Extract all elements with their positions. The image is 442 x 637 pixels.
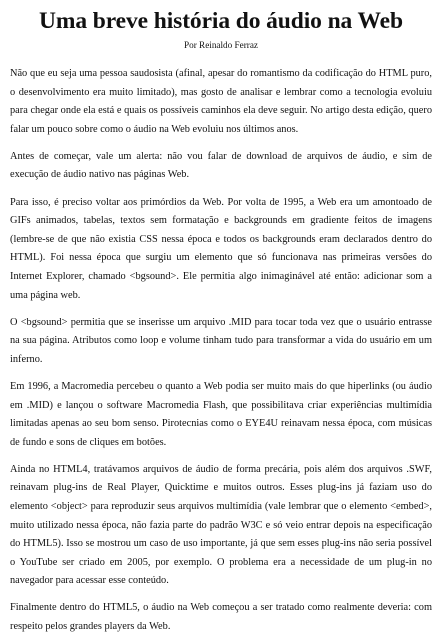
article-title: Uma breve história do áudio na Web: [39, 8, 403, 34]
paragraph: Não que eu seja uma pessoa saudosista (afinal, apesar do romantismo da codificação do HTML puro, o desenvolvimento era muito limitado), mas gosto de analisar e lembrar como a tecnologia evoluiu para chegar onde ela está e quais os possíveis caminhos ela deve seguir. No artigo desta edição, quero falar um pouco sobre como o áudio na Web evoluiu nos últimos anos.: [10, 68, 432, 135]
paragraph: Em 1996, a Macromedia percebeu o quanto a Web podia ser muito mais do que hiperlinks (ou áudio em .MID) e lançou o software Macromedia Flash, que possibilitava criar experiências multimídia limitadas apenas ao seu bom senso. Pirotecnias como o EYE4U reinavam nessa época, com músicas de fundo e sons de cliques em botões.: [10, 380, 432, 448]
paragraph: Antes de começar, vale um alerta: não vou falar de download de arquivos de áudio, e sim de execução de áudio nativo nas páginas Web.: [10, 150, 432, 181]
paragraph: O <bgsound> permitia que se inserisse um arquivo .MID para tocar toda vez que o usuário entrasse na sua página. Atributos como loop e volume tinham tudo para transformar a vida do usuário em um inferno.: [10, 316, 432, 365]
paragraph: Ainda no HTML4, tratávamos arquivos de áudio de forma precária, pois além dos arquivos .SWF, reinavam plug-ins de Real Player, Quicktime e muitos outros. Esses plug-ins já faziam uso do elemento <object> para reproduzir seus arquivos multimídia (vale lembrar que o elemento <embed>, muito utilizado nessa época, não fazia parte do padrão W3C e só veio entrar depois na especificação do HTML5). Isso se mostrou um caso de uso importante, já que sem esses plug-ins não seria possível o YouTube ser criado em 2005, por exemplo. O problema era a necessidade de um plug-in no navegador para acessar esse conteúdo.: [10, 463, 432, 587]
paragraph: Finalmente dentro do HTML5, o áudio na Web começou a ser tratado como realmente deveria: com respeito pelos grandes players da Web.: [10, 602, 432, 633]
article-author: Por Reinaldo Ferraz: [184, 40, 258, 50]
paragraph: Para isso, é preciso voltar aos primórdios da Web. Por volta de 1995, a Web era um amontoado de GIFs animados, tabelas, textos sem formatação e backgrounds em gradiente feitos de imagens (lembre-se de que não existia CSS nessa época e todos os backgrounds eram declarados dentro do HTML). Foi nessa época que surgiu um elemento que só funcionava nas primeiras versões do Internet Explorer, chamado <bgsound>. Ele permitia algo inimaginável até então: adicionar som a uma página web.: [10, 196, 432, 301]
article-body: [10, 65, 432, 637]
